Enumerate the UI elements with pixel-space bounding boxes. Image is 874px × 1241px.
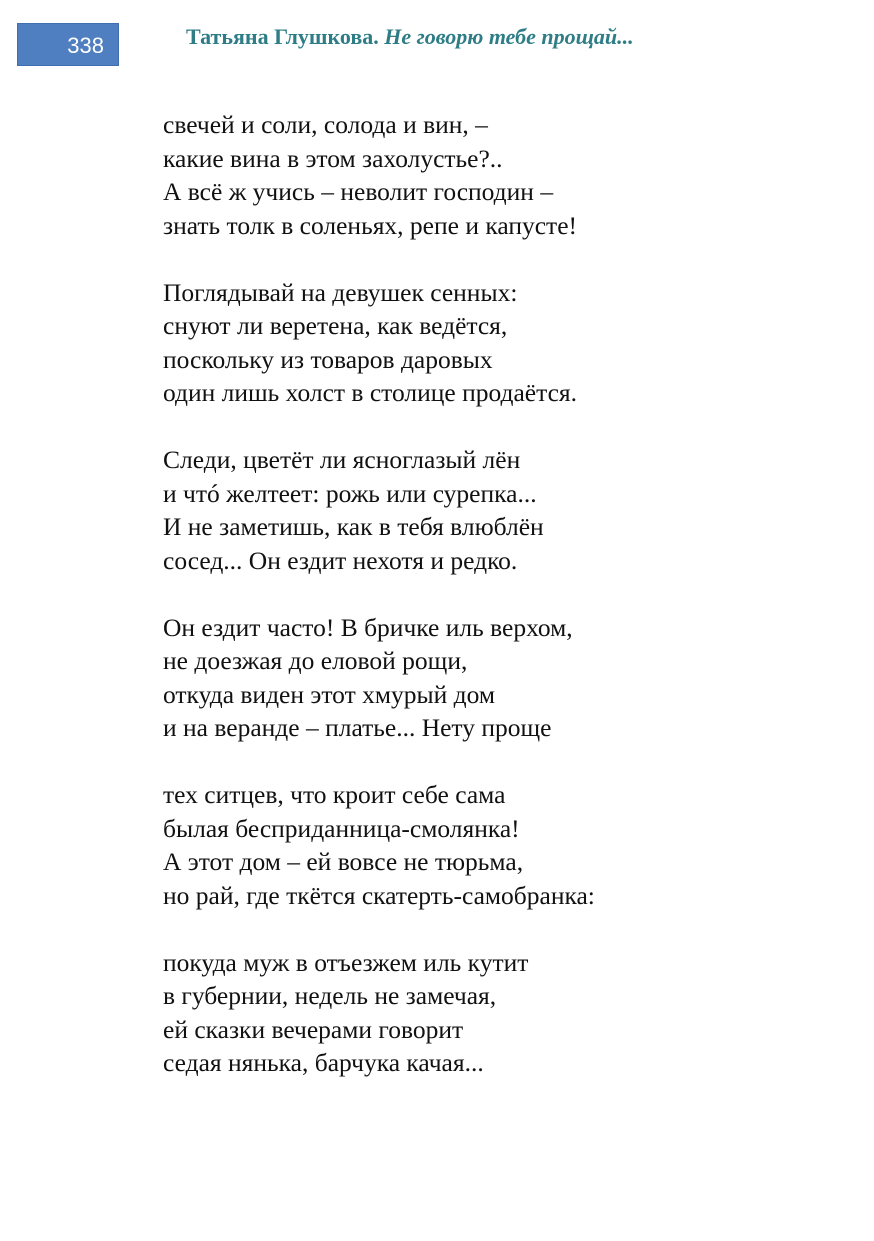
- poem-line: былая бесприданница-смолянка!: [163, 813, 520, 843]
- poem-line: Он ездит часто! В бричке иль верхом,: [163, 612, 573, 642]
- poem-line: и чтó желтеет: рожь или сурепка...: [163, 478, 537, 508]
- poem-line: свечей и соли, солода и вин, –: [163, 110, 488, 139]
- stanza-3: [163, 443, 803, 577]
- poem-line: но рай, где ткётся скатерть-самобранка:: [163, 880, 595, 910]
- poem-line: седая нянька, барчука качая...: [163, 1048, 484, 1077]
- poem-line: А всё ж учись – неволит господин –: [163, 177, 554, 206]
- poem-line: знать толк в соленьях, репе и капусте!: [163, 210, 578, 240]
- poem-line: поскольку из товаров даровых: [163, 344, 493, 374]
- poem-line: тех ситцев, что кроит себе сама: [163, 780, 506, 809]
- poem-line: А этот дом – ей вовсе не тюрьма,: [163, 847, 524, 876]
- poem-line: ей сказки вечерами говорит: [163, 1014, 464, 1044]
- poem-line: откуда виден этот хмурый дом: [163, 679, 495, 709]
- poem-line: снуют ли веретена, как ведётся,: [163, 311, 508, 340]
- poem-line: и на веранде – платье... Нету проще: [163, 713, 552, 742]
- poem-body: [163, 108, 803, 1113]
- poem-line: сосед... Он ездит нехотя и редко.: [163, 545, 518, 575]
- poem-line: покуда муж в отъезжем иль кутит: [163, 947, 529, 977]
- header-title: Не говорю тебе прощай...: [384, 24, 634, 49]
- running-header: [186, 24, 634, 50]
- stanza-1: [163, 108, 803, 242]
- stanza-2: [163, 276, 803, 410]
- header-author: Татьяна Глушкова.: [186, 24, 379, 49]
- stanza-4: [163, 611, 803, 745]
- poem-line: И не заметишь, как в тебя влюблён: [163, 512, 544, 541]
- poem-line: Следи, цветёт ли ясноглазый лён: [163, 445, 521, 474]
- poem-line: какие вина в этом захолустье?..: [163, 143, 503, 173]
- stanza-5: [163, 778, 803, 912]
- stanza-6: [163, 946, 803, 1080]
- poem-line: не доезжая до еловой рощи,: [163, 646, 468, 675]
- poem-line: Поглядывай на девушек сенных:: [163, 277, 518, 307]
- poem-line: один лишь холст в столице продаётся.: [163, 378, 577, 407]
- page-number: 338: [17, 23, 119, 66]
- poem-line: в губернии, недель не замечая,: [163, 981, 497, 1010]
